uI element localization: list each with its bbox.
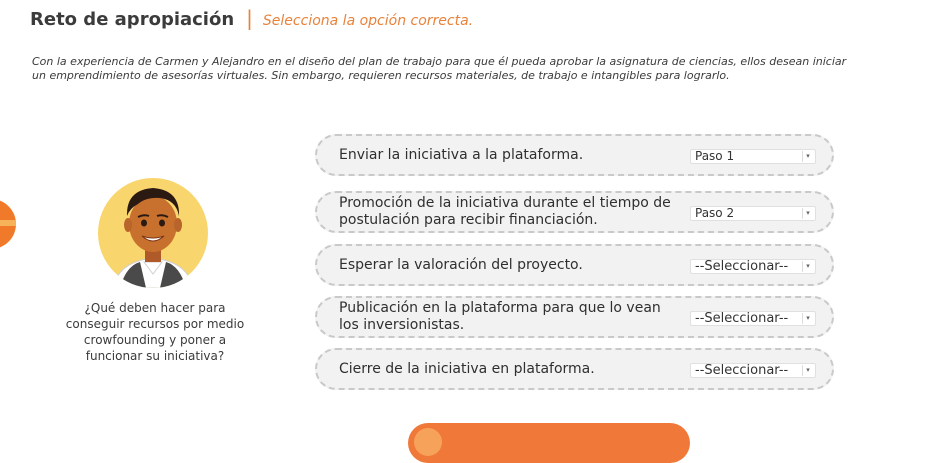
step-select[interactable] — [690, 206, 816, 221]
page-subtitle: Selecciona la opción correcta. — [262, 13, 474, 29]
select-value: Paso 1 — [695, 149, 735, 163]
check-answer-button[interactable] — [408, 423, 690, 463]
chevron-down-icon: ▾ — [802, 208, 813, 219]
question-text: ¿Qué deben hacer para conseguir recursos por medio crowfounding y poner a funcionar su iniciativa? — [65, 301, 245, 363]
chevron-down-icon: ▾ — [802, 365, 813, 376]
select-value: --Seleccionar-- — [695, 311, 789, 326]
chevron-down-icon: ▾ — [802, 151, 813, 162]
select-value: Paso 2 — [695, 206, 735, 220]
option-row-3 — [315, 244, 834, 286]
option-row-5 — [315, 348, 834, 390]
side-tab-button[interactable] — [0, 199, 16, 249]
step-select[interactable] — [690, 311, 816, 326]
option-row-1 — [315, 134, 834, 176]
page-title: Reto de apropiación — [30, 9, 235, 30]
select-value: --Seleccionar-- — [695, 363, 789, 378]
option-row-2 — [315, 191, 834, 233]
chevron-down-icon: ▾ — [802, 261, 813, 272]
title-separator: | — [246, 6, 253, 30]
select-value: --Seleccionar-- — [695, 259, 789, 274]
step-select[interactable] — [690, 363, 816, 378]
option-text: Promoción de la iniciativa durante el tiempo de postulación para recibir financiación. — [339, 195, 671, 228]
chevron-down-icon: ▾ — [802, 313, 813, 324]
option-text: Esperar la valoración del proyecto. — [339, 256, 583, 273]
step-select[interactable] — [690, 149, 816, 164]
option-text: Enviar la iniciativa a la plataforma. — [339, 146, 584, 163]
avatar — [98, 178, 208, 288]
step-select[interactable] — [690, 259, 816, 274]
button-icon — [414, 428, 442, 456]
option-text: Publicación en la plataforma para que lo vean los inversionistas. — [339, 300, 661, 333]
option-text: Cierre de la iniciativa en plataforma. — [339, 360, 595, 377]
option-row-4 — [315, 296, 834, 338]
intro-text: Con la experiencia de Carmen y Alejandro en el diseño del plan de trabajo para que él pueda aprobar la asignatura de ciencias, ellos desean iniciar un emprendimiento de asesorías virtuales. Sin embargo, requieren recursos materiales, de trabajo e intangibles para lograrlo. — [32, 55, 847, 82]
header — [30, 6, 473, 30]
